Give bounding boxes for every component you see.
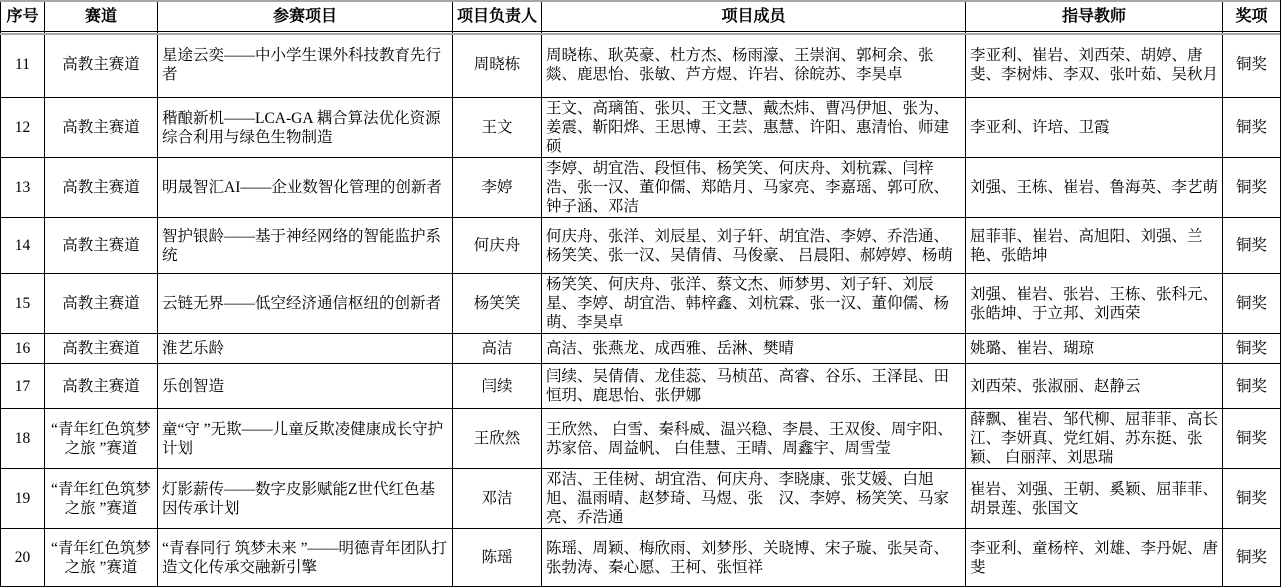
cell-project: 星途云奕——中小学生课外科技教育先行者: [158, 32, 453, 98]
cell-teachers: 崔岩、刘强、王朝、奚颖、屈菲菲、胡景莲、张国文: [966, 469, 1223, 529]
cell-track: 高教主赛道: [45, 158, 158, 218]
table-header: [1, 1, 1281, 32]
cell-project: 乐创智造: [158, 364, 453, 409]
cell-members: 王文、高璃笛、张贝、王文慧、戴杰炜、曹冯伊旭、张为、姜震、靳阳烨、王思博、王芸、惠慧、许阳、惠清怡、师建硕: [542, 98, 966, 158]
cell-track: 高教主赛道: [45, 32, 158, 98]
cell-teachers: 刘强、崔岩、张岩、王栋、张科元、张皓坤、于立邦、刘西荣: [966, 274, 1223, 334]
table-row: [1, 334, 1281, 364]
header-leader: 项目负责人: [453, 1, 542, 32]
cell-project: 童“守 ”无欺——儿童反欺凌健康成长守护计划: [158, 409, 453, 469]
cell-award: 铜奖: [1223, 218, 1281, 274]
cell-track: “青年红色筑梦之旅 ”赛道: [45, 409, 158, 469]
table-body: [1, 32, 1281, 587]
cell-project: 云链无界——低空经济通信枢纽的创新者: [158, 274, 453, 334]
header-project: 参赛项目: [158, 1, 453, 32]
cell-teachers: 姚璐、崔岩、瑚琼: [966, 334, 1223, 364]
cell-no: 13: [1, 158, 45, 218]
cell-teachers: 刘强、王栋、崔岩、鲁海英、李艺萌: [966, 158, 1223, 218]
cell-award: 铜奖: [1223, 274, 1281, 334]
cell-no: 16: [1, 334, 45, 364]
header-track: 赛道: [45, 1, 158, 32]
cell-track: 高教主赛道: [45, 334, 158, 364]
cell-leader: 闫续: [453, 364, 542, 409]
cell-award: 铜奖: [1223, 98, 1281, 158]
cell-members: 李婷、胡宜浩、段恒伟、杨笑笑、何庆舟、刘杭霖、闫梓浩、张一汉、董仰儒、郑皓月、马家亮、李嘉瑶、郭可欣、钟子涵、邓洁: [542, 158, 966, 218]
cell-award: 铜奖: [1223, 529, 1281, 587]
cell-project: 智护银龄——基于神经网络的智能监护系统: [158, 218, 453, 274]
cell-no: 19: [1, 469, 45, 529]
cell-teachers: 李亚利、许培、卫霞: [966, 98, 1223, 158]
header-no: 序号: [1, 1, 45, 32]
cell-track: 高教主赛道: [45, 274, 158, 334]
cell-leader: 王欣然: [453, 409, 542, 469]
table-row: [1, 364, 1281, 409]
cell-award: 铜奖: [1223, 334, 1281, 364]
pane-divider-top: [0, 0, 1280, 2]
cell-teachers: 李亚利、崔岩、刘西荣、胡婷、唐斐、李树炜、李双、张叶茹、吴秋月: [966, 32, 1223, 98]
cell-project: 稭酿新机——LCA-GA 耦合算法优化资源综合利用与绿色生物制造: [158, 98, 453, 158]
cell-no: 14: [1, 218, 45, 274]
cell-teachers: 薛飘、崔岩、邹代柳、屈菲菲、高长江、李妍真、党红娟、苏东挺、张颖、 白丽萍、刘思瑞: [966, 409, 1223, 469]
cell-no: 20: [1, 529, 45, 587]
table-row: [1, 529, 1281, 587]
cell-members: 杨笑笑、何庆舟、张洋、蔡文杰、师梦男、刘子轩、刘辰星、李婷、胡宜浩、韩梓鑫、刘杭霖、张一汉、董仰儒、杨萌、李昊卓: [542, 274, 966, 334]
cell-leader: 周晓栋: [453, 32, 542, 98]
cell-award: 铜奖: [1223, 409, 1281, 469]
cell-members: 邓洁、王佳树、胡宜浩、何庆舟、李晓康、张艾媛、白旭旭、温雨晴、赵梦琦、马煜、张 汉、李婷、杨笑笑、马家亮、乔浩通: [542, 469, 966, 529]
cell-track: “青年红色筑梦之旅 ”赛道: [45, 469, 158, 529]
cell-no: 17: [1, 364, 45, 409]
cell-leader: 何庆舟: [453, 218, 542, 274]
cell-members: 陈瑶、周颖、梅欣雨、刘梦彤、关晓博、宋子璇、张吴奇、张勃涛、秦心愿、王柯、张恒祥: [542, 529, 966, 587]
cell-teachers: 李亚利、童杨梓、刘雄、李丹妮、唐斐: [966, 529, 1223, 587]
cell-leader: 高洁: [453, 334, 542, 364]
table-row: [1, 158, 1281, 218]
cell-members: 闫续、吴倩倩、龙佳蕊、马桢茁、高睿、谷乐、王泽昆、田恒玥、鹿思怡、张伊娜: [542, 364, 966, 409]
cell-no: 11: [1, 32, 45, 98]
header-teachers: 指导教师: [966, 1, 1223, 32]
pane-divider-header: [0, 33, 1280, 35]
cell-leader: 王文: [453, 98, 542, 158]
cell-leader: 陈瑶: [453, 529, 542, 587]
cell-award: 铜奖: [1223, 469, 1281, 529]
cell-no: 12: [1, 98, 45, 158]
cell-track: 高教主赛道: [45, 364, 158, 409]
table-row: [1, 218, 1281, 274]
cell-members: 王欣然、 白雪、秦科威、温兴稳、李晨、王双俊、周宇阳、苏家倍、周益帆、 白佳慧、王晴、周鑫宇、周雪莹: [542, 409, 966, 469]
cell-no: 18: [1, 409, 45, 469]
header-row: [1, 1, 1281, 32]
cell-track: 高教主赛道: [45, 98, 158, 158]
cell-leader: 李婷: [453, 158, 542, 218]
cell-project: 灯影薪传——数字皮影赋能Z世代红色基因传承计划: [158, 469, 453, 529]
header-award: 奖项: [1223, 1, 1281, 32]
table-row: [1, 469, 1281, 529]
cell-teachers: 刘西荣、张淑丽、赵静云: [966, 364, 1223, 409]
cell-members: 何庆舟、张洋、刘辰星、刘子轩、胡宜浩、李婷、乔浩通、杨笑笑、张一汉、吴倩倩、马俊豪、 吕晨阳、郝婷婷、杨萌: [542, 218, 966, 274]
cell-leader: 杨笑笑: [453, 274, 542, 334]
cell-members: 周晓栋、耿英豪、杜方杰、杨雨濠、王崇润、郭柯余、张燚、鹿思怡、张敏、芦方煜、许岩、徐皖苏、李昊卓: [542, 32, 966, 98]
cell-track: 高教主赛道: [45, 218, 158, 274]
header-members: 项目成员: [542, 1, 966, 32]
table-row: [1, 98, 1281, 158]
cell-teachers: 屈菲菲、崔岩、高旭阳、刘强、兰艳、张皓坤: [966, 218, 1223, 274]
cell-track: “青年红色筑梦之旅 ”赛道: [45, 529, 158, 587]
cell-no: 15: [1, 274, 45, 334]
cell-award: 铜奖: [1223, 158, 1281, 218]
table-row: [1, 409, 1281, 469]
cell-award: 铜奖: [1223, 32, 1281, 98]
cell-award: 铜奖: [1223, 364, 1281, 409]
cell-project: 淮艺乐龄: [158, 334, 453, 364]
cell-leader: 邓洁: [453, 469, 542, 529]
table-row: [1, 32, 1281, 98]
cell-project: “青春同行 筑梦未来 ”——明德青年团队打造文化传承交融新引擎: [158, 529, 453, 587]
table-row: [1, 274, 1281, 334]
cell-members: 高洁、张燕龙、成西雅、岳淋、樊晴: [542, 334, 966, 364]
cell-project: 明晟智汇AI——企业数智化管理的创新者: [158, 158, 453, 218]
